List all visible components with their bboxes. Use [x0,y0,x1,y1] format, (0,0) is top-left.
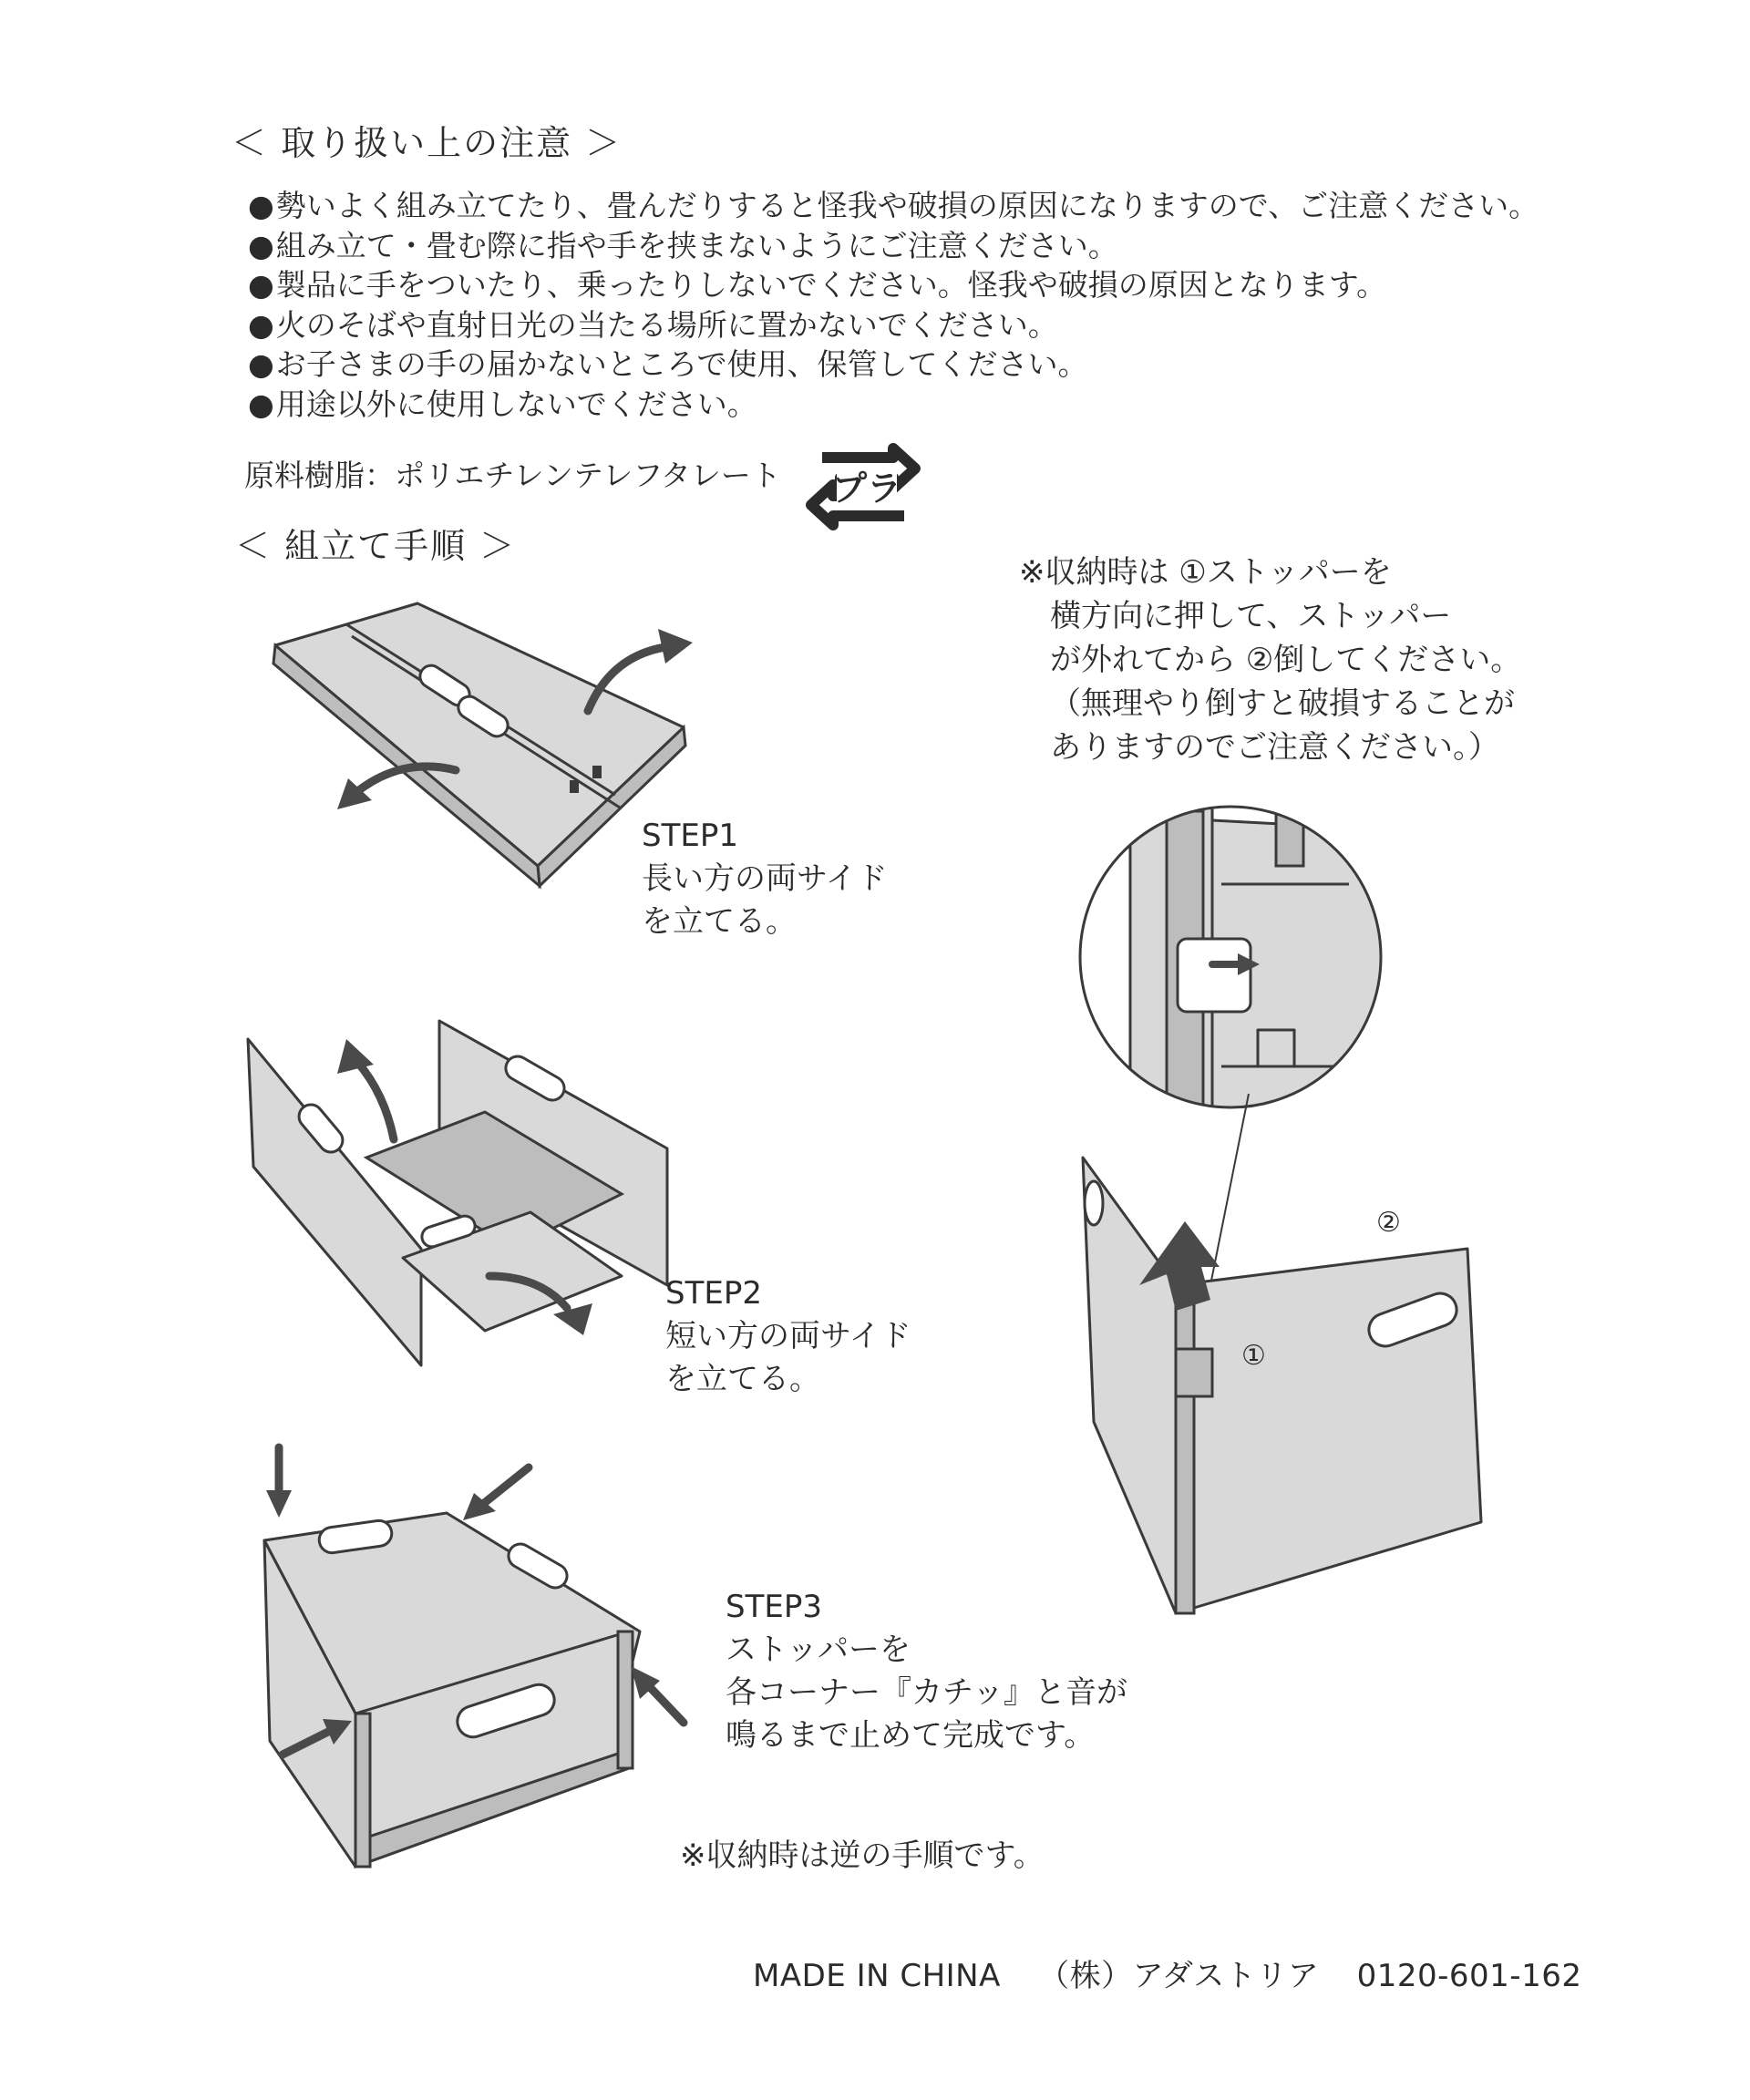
step3-line: ストッパーを [726,1632,911,1668]
step3-illustration [255,1440,693,1868]
step2-title: STEP2 [665,1275,762,1312]
plastic-recycle-icon [804,441,922,532]
arrowhead [658,629,693,664]
corner-arrow [483,1467,529,1504]
arrowhead [337,1039,374,1074]
reverse-note: ※収納時は逆の手順です。 [680,1838,1045,1874]
caution-item: ● 組み立て・畳む際に指や手を挟まないようにご注意ください。 [248,226,1539,266]
step2-illustration [239,1012,676,1376]
caution-item: ● お子さまの手の届かないところで使用、保管してください。 [248,345,1539,385]
step1-text [642,815,888,943]
storage-note-line: ※収納時は ①ストッパーを [1019,554,1392,591]
assembly-heading: ＜ 組立て手順 ＞ [235,526,517,566]
caution-item: ● 火のそばや直射日光の当たる場所に置かないでください。 [248,305,1539,345]
caution-list [248,186,1539,424]
step2-line: を立てる。 [665,1361,820,1397]
step1-title: STEP1 [642,818,738,854]
zoom-detail [1076,793,1385,1121]
long-side-left [248,1039,421,1365]
storage-note-line: ありますのでご注意ください。） [1050,729,1499,766]
caution-item: ● 勢いよく組み立てたり、畳んだりすると怪我や破損の原因になりますので、ご注意ください。 [248,186,1539,226]
corner-arrow [649,1686,684,1723]
corner-stopper [618,1632,633,1768]
storage-note-line: が外れてから ②倒してください。 [1050,642,1522,678]
handling-heading: ＜ 取り扱い上の注意 ＞ [232,123,623,163]
side-panel-folded [1083,1158,1176,1613]
footer-company: （株）アダストリア [1038,1958,1320,1994]
step2-text [665,1272,911,1401]
step1-line: 長い方の両サイド [642,860,888,897]
footer [753,1951,1609,1995]
storage-note-line: （無理やり倒すと破損することが [1050,685,1515,722]
footer-origin: MADE IN CHINA [753,1958,1001,1994]
callout-label-1: ① [1241,1340,1266,1372]
arrowhead [266,1490,292,1518]
arrowhead [553,1303,592,1335]
caution-item: ● 製品に手をついたり、乗ったりしないでください。怪我や破損の原因となります。 [248,265,1539,305]
step2-line: 短い方の両サイド [665,1318,911,1354]
stopper-detail-illustration [1076,793,1531,1613]
step3-line: 各コーナー『カチッ』と音が [726,1674,1127,1711]
footer-phone: 0120-601-162 [1356,1958,1582,1994]
material-label: 原料樹脂：ポリエチレンテレフタレート [244,458,781,493]
corner-stopper [355,1714,370,1867]
step3-text [726,1586,1127,1757]
storage-note [1019,551,1521,769]
caution-item: ● 用途以外に使用しないでください。 [248,385,1539,425]
callout-label-2: ② [1376,1207,1401,1239]
step3-line: 鳴るまで止めて完成です。 [726,1717,1096,1754]
rotate-arrow [357,1062,394,1139]
stopper [1176,1349,1212,1396]
recycle-mark-text: プラ [831,468,902,509]
step3-title: STEP3 [726,1589,822,1625]
storage-note-line: 横方向に押して、ストッパー [1050,598,1452,634]
step1-line: を立てる。 [642,903,797,940]
